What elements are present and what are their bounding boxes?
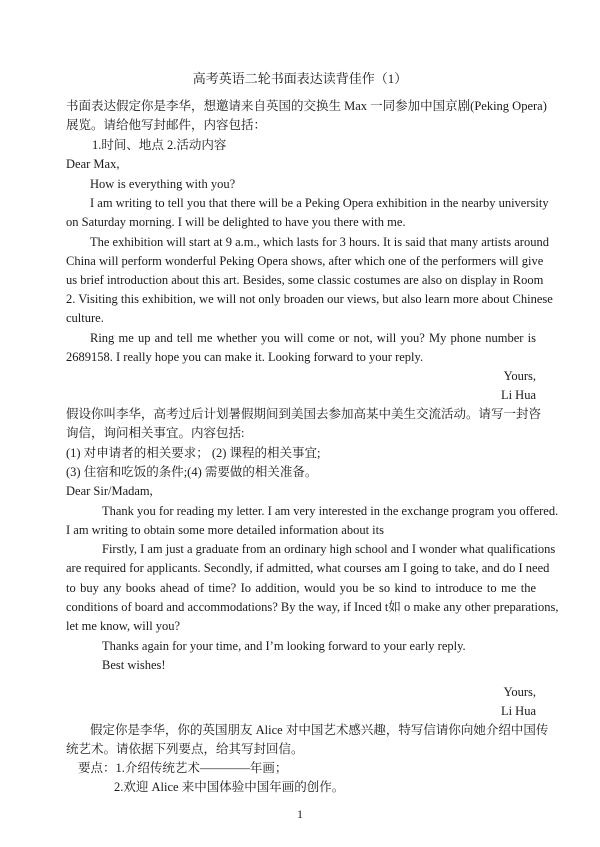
task1-paragraph-3-line2: China will perform wonderful Peking Opera shows, after which one of the performers will give <box>66 254 544 268</box>
task1-paragraph-3-line4: 2. Visiting this exhibition, we will not only broaden our views, but also learn more about Chinese <box>66 292 553 306</box>
task2-points-line1: (1) 对申请者的相关要求； (2) 课程的相关事宜; <box>66 446 321 460</box>
task2-paragraph-2-line5: let me know, will you? <box>66 619 181 633</box>
task1-paragraph-2-line1: I am writing to tell you that there will be a Peking Opera exhibition in the nearby university <box>90 196 549 210</box>
task2-prompt-line2: 询信，询问相关事宜。内容包括: <box>66 426 245 440</box>
task2-paragraph-2-line1: Firstly, I am just a graduate from an ordinary high school and I wonder what qualifications <box>102 542 556 556</box>
task3-points-line2: 2.欢迎 Alice 来中国体验中国年画的创作。 <box>114 780 345 794</box>
task3-prompt-line2: 统艺术。请依据下列要点，给其写封回信。 <box>66 742 304 756</box>
page-number: 1 <box>297 807 303 821</box>
task1-points: 1.时间、地点 2.活动内容 <box>92 138 227 152</box>
task3-prompt-line1: 假定你是李华，你的英国朋友 Alice 对中国艺术感兴趣，特写信请你向她介绍中国传 <box>90 723 549 737</box>
task2-paragraph-2-line4: conditions of board and accommodations? By the way, if Inced t如 o make any other preparations, <box>66 600 559 614</box>
task1-paragraph-4-line1: Ring me up and tell me whether you will come or not, will you? My phone number is <box>90 331 536 345</box>
task2-signature: Li Hua <box>500 704 536 718</box>
task1-paragraph-4-line2: 2689158. I really hope you can make it. Looking forward to your reply. <box>66 350 424 364</box>
task3-points-line1: 要点：1.介绍传统艺术————年画； <box>78 761 288 775</box>
task1-prompt-line1: 书面表达假定你是李华，想邀请来自英国的交换生 Max 一同参加中国京剧(Peking Opera) <box>66 99 547 113</box>
task1-prompt-line2: 展览。请给他写封邮件，内容包括： <box>66 118 267 132</box>
task1-paragraph-3-line3: us brief introduction about this art. Besides, some classic costumes are also on display in Room <box>66 273 544 287</box>
task2-paragraph-1-line1: Thank you for reading my letter. I am very interested in the exchange program you offered. <box>102 504 559 518</box>
task1-paragraph-3-line5: culture. <box>66 311 104 325</box>
task1-paragraph-3-line1: The exhibition will start at 9 a.m., which lasts for 3 hours. It is said that many artists around <box>90 235 549 249</box>
task2-paragraph-4: Best wishes! <box>102 658 166 672</box>
task2-salutation: Dear Sir/Madam, <box>66 484 153 498</box>
task2-paragraph-3: Thanks again for your time, and I’m looking forward to your early reply. <box>102 639 466 653</box>
task1-signature: Li Hua <box>500 388 536 402</box>
task2-closing: Yours, <box>503 685 536 699</box>
task2-paragraph-1-line2: I am writing to obtain some more detailed information about its <box>66 523 384 537</box>
task1-paragraph-1: How is everything with you? <box>90 177 236 191</box>
task2-paragraph-2-line3: to buy any books ahead of time? Io addition, would you be so kind to introduce to me the <box>66 581 536 595</box>
page-title: 高考英语二轮书面表达读背佳作（1） <box>192 71 408 86</box>
task2-prompt-line1: 假设你叫李华，高考过后计划暑假期间到美国去参加高某中美生交流活动。请写一封咨 <box>66 407 542 421</box>
task2-paragraph-2-line2: are required for applicants. Secondly, if admitted, what courses am I going to take, and do I need <box>66 561 550 575</box>
task1-salutation: Dear Max, <box>66 157 120 171</box>
task1-paragraph-2-line2: on Saturday morning. I will be delighted to have you there with me. <box>66 215 406 229</box>
task1-closing: Yours, <box>503 369 536 383</box>
task2-points-line2: (3) 住宿和吃饭的条件;(4) 需要做的相关准备。 <box>66 465 318 479</box>
